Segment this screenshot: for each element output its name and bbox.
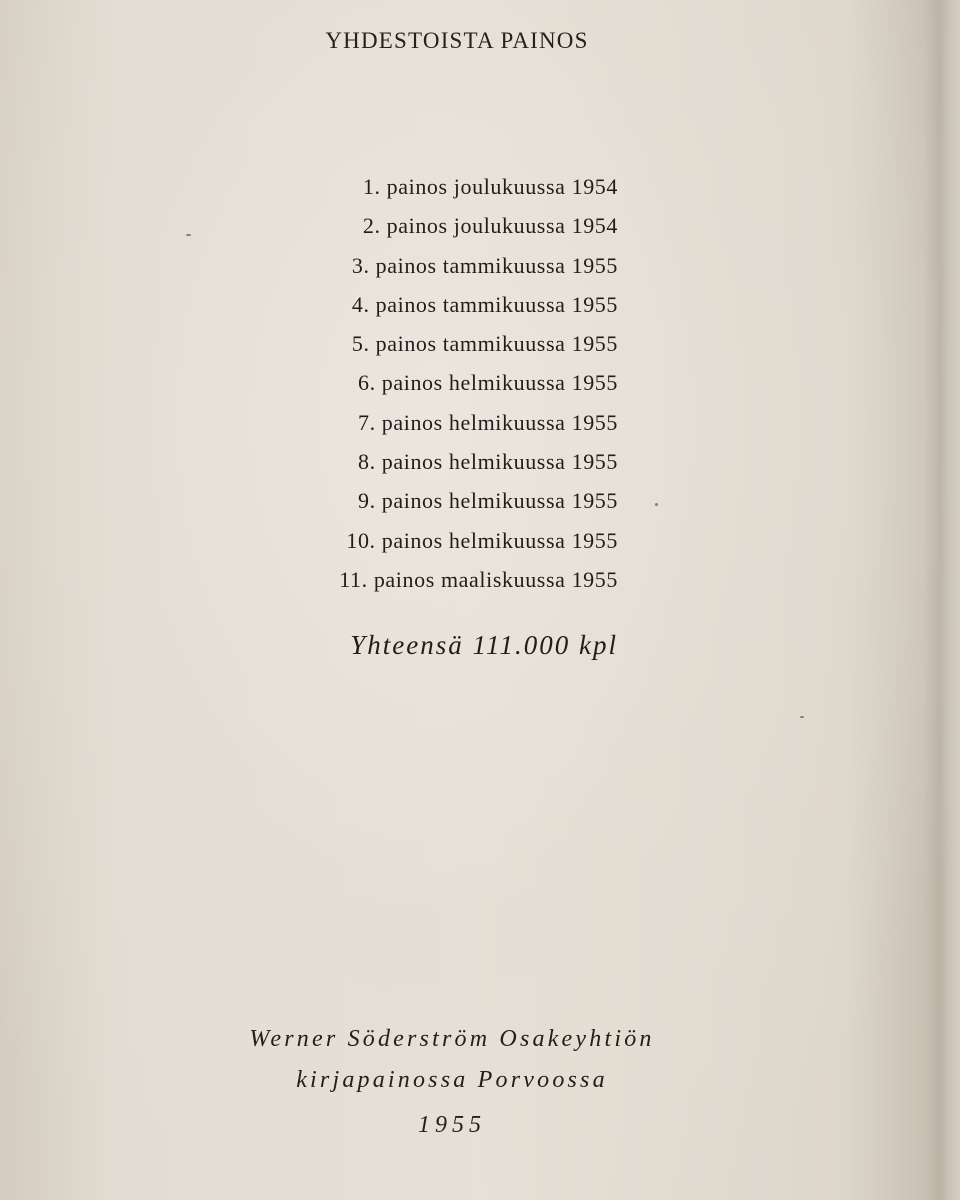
edition-list: [230, 167, 618, 599]
imprint-publisher: Werner Söderström Osakeyhtiön: [249, 1026, 655, 1052]
edition-heading: YHDESTOISTA PAINOS: [325, 28, 589, 53]
edition-entry-8: 8. painos helmikuussa 1955: [357, 449, 618, 475]
imprint-printing-place: kirjapainossa Porvoossa: [296, 1067, 608, 1093]
edition-entry-6: 6. painos helmikuussa 1955: [357, 370, 618, 396]
edition-entry-7: 7. painos helmikuussa 1955: [357, 409, 618, 435]
edition-entry-5: 5. painos tammikuussa 1955: [351, 331, 618, 357]
edition-entry-3: 3. painos tammikuussa 1955: [351, 252, 618, 278]
paper-speck: [186, 234, 191, 236]
edition-entry-10: 10. painos helmikuussa 1955: [346, 527, 618, 553]
edition-entry-1: 1. painos joulukuussa 1954: [362, 174, 618, 199]
edition-entry-4: 4. painos tammikuussa 1955: [351, 291, 618, 317]
imprint-year: 1955: [418, 1112, 486, 1138]
edition-entry-9: 9. painos helmikuussa 1955: [357, 488, 618, 514]
paper-speck: [655, 503, 658, 506]
page-edge-shadow: [924, 0, 960, 1200]
paper-speck: [800, 716, 804, 718]
print-total: Yhteensä 111.000 kpl: [350, 630, 618, 660]
edition-entry-2: 2. painos joulukuussa 1954: [362, 213, 618, 239]
edition-entry-11: 11. painos maaliskuussa 1955: [339, 566, 618, 592]
